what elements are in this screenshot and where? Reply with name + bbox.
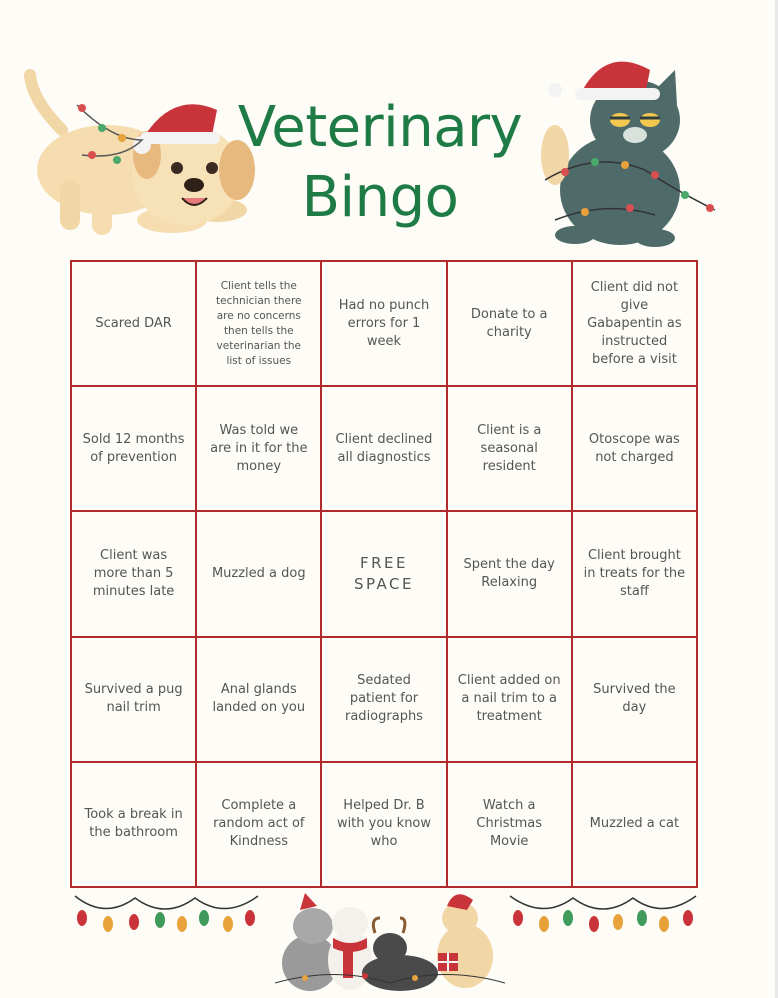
bingo-cell: Sedated patient for radiographs: [321, 637, 446, 762]
bingo-cell: Muzzled a dog: [196, 511, 321, 636]
bingo-cell: Survived a pug nail trim: [71, 637, 196, 762]
bingo-cell: Donate to a charity: [447, 261, 572, 386]
bingo-cell: Took a break in the bathroom: [71, 762, 196, 887]
cats-group-illustration: [275, 888, 505, 993]
page-title-line2: Bingo: [301, 165, 459, 230]
bingo-free-space: FREE SPACE: [321, 511, 446, 636]
bingo-cell: Survived the day: [572, 637, 697, 762]
bingo-cell: Complete a random act of Kindness: [196, 762, 321, 887]
bingo-cell: Client declined all diagnostics: [321, 386, 446, 511]
bingo-cell: Had no punch errors for 1 week: [321, 261, 446, 386]
bingo-cell: Client is a seasonal resident: [447, 386, 572, 511]
bingo-cell: Helped Dr. B with you know who: [321, 762, 446, 887]
page-title-line1: Veterinary: [237, 95, 523, 160]
bingo-cell: Client brought in treats for the staff: [572, 511, 697, 636]
bingo-cell: Client added on a nail trim to a treatment: [447, 637, 572, 762]
bingo-cell: Client tells the technician there are no concerns then tells the veterinarian the list of issues: [196, 261, 321, 386]
christmas-lights-right: [508, 888, 698, 948]
bingo-grid: [70, 260, 698, 888]
bingo-cell: Client did not give Gabapentin as instructed before a visit: [572, 261, 697, 386]
bingo-cell: Client was more than 5 minutes late: [71, 511, 196, 636]
bingo-cell: Was told we are in it for the money: [196, 386, 321, 511]
bingo-cell: Sold 12 months of prevention: [71, 386, 196, 511]
christmas-lights-left: [70, 888, 260, 948]
bingo-cell: Scared DAR: [71, 261, 196, 386]
bingo-cell: Spent the day Relaxing: [447, 511, 572, 636]
bingo-cell: Otoscope was not charged: [572, 386, 697, 511]
bingo-cell: Watch a Christmas Movie: [447, 762, 572, 887]
bingo-cell: Muzzled a cat: [572, 762, 697, 887]
bingo-cell: Anal glands landed on you: [196, 637, 321, 762]
